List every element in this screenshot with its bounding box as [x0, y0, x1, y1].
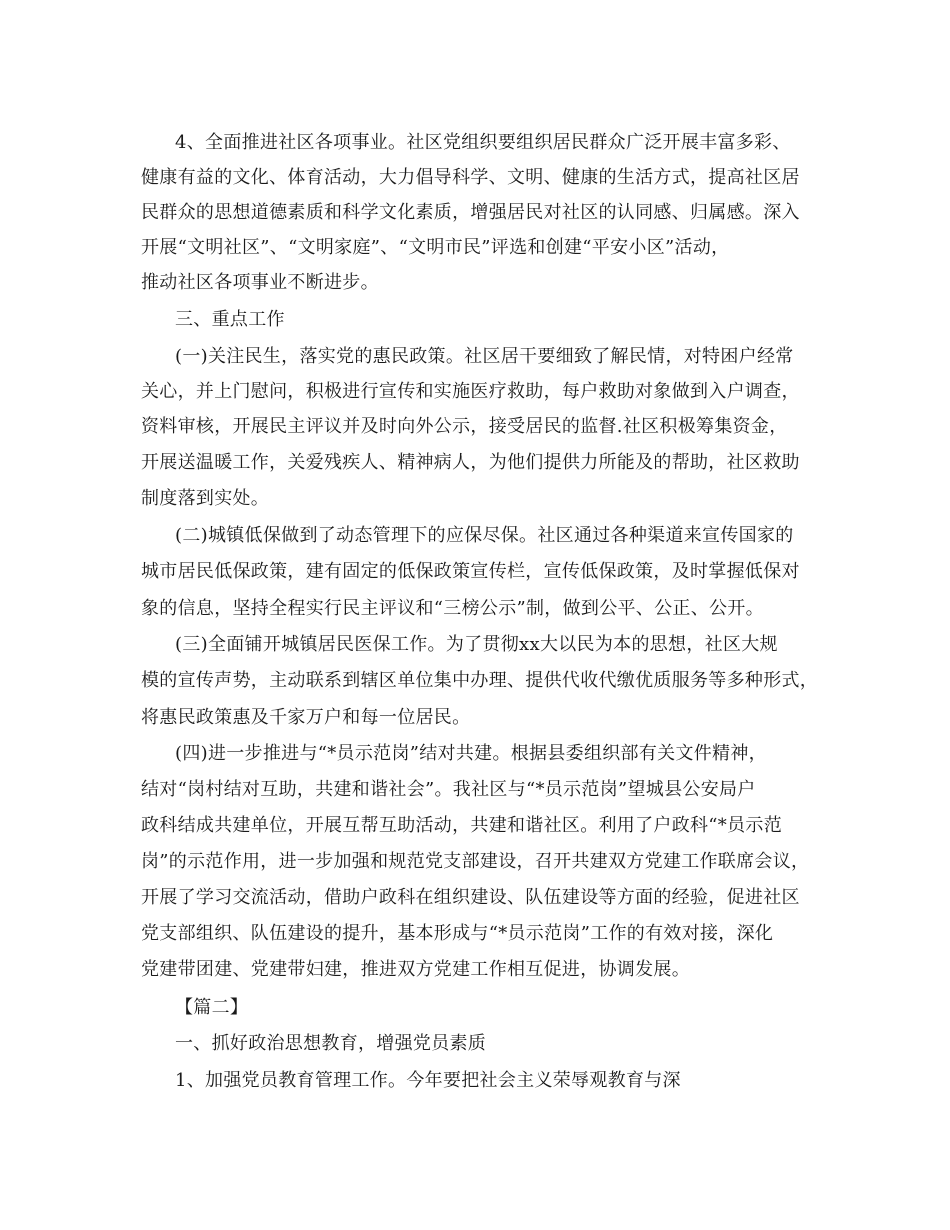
paragraph-2-line-2: 城市居民低保政策，建有固定的低保政策宣传栏，宣传低保政策，及时掌握低保对: [141, 561, 800, 582]
paragraph-4-line-2: 健康有益的文化、体育活动，大力倡导科学、文明、健康的生活方式，提高社区居: [141, 167, 800, 188]
paragraph-1-line-1: (一)关注民生，落实党的惠民政策。社区居干要细致了解民情，对特困户经常: [175, 346, 794, 367]
paragraph-1-line-2: 关心，并上门慰问，积极进行宣传和实施医疗救助，每户救助对象做到入户调查，: [141, 381, 800, 402]
paragraph-4b-line-3: 政科结成共建单位，开展互帮互助活动，共建和谐社区。利用了户政科“*员示范: [141, 815, 782, 836]
paragraph-2-line-1: (二)城镇低保做到了动态管理下的应保尽保。社区通过各种渠道来宣传国家的: [175, 525, 794, 546]
paragraph-3-line-1: (三)全面铺开城镇居民医保工作。为了贯彻xx大以民为本的思想，社区大规: [175, 634, 778, 655]
section-heading-key-work: 三、重点工作: [175, 309, 285, 330]
paragraph-4b-line-1: (四)进一步推进与“*员示范岗”结对共建。根据县委组织部有关文件精神，: [175, 743, 767, 764]
paragraph-4-line-5: 推动社区各项事业不断进步。: [141, 272, 379, 293]
paragraph-3-line-3: 将惠民政策惠及千家万户和每一位居民。: [141, 707, 471, 728]
paragraph-4b-line-7: 党建带团建、党建带妇建，推进双方党建工作相互促进，协调发展。: [141, 959, 690, 980]
paragraph-3-line-2: 模的宣传声势，主动联系到辖区单位集中办理、提供代收代缴优质服务等多种形式，: [141, 670, 819, 691]
paragraph-4b-line-5: 开展了学习交流活动，借助户政科在组织建设、队伍建设等方面的经验，促进社区: [141, 887, 800, 908]
paragraph-4b-line-4: 岗”的示范作用，进一步加强和规范党支部建设，召开共建双方党建工作联席会议，: [141, 851, 810, 872]
paragraph-4-line-3: 民群众的思想道德素质和科学文化素质，增强居民对社区的认同感、归属感。深入: [141, 202, 800, 223]
paragraph-1-line-5: 制度落到实处。: [141, 488, 270, 509]
paragraph-4-line-1: 4、全面推进社区各项事业。社区党组织要组织居民群众广泛开展丰富多彩、: [175, 132, 791, 153]
part-two-heading: 【篇二】: [175, 997, 249, 1018]
paragraph-4-line-4: 开展“文明社区”、“文明家庭”、“文明市民”评选和创建“平安小区”活动，: [141, 237, 730, 258]
section-heading-political-education: 一、抓好政治思想教育，增强党员素质: [175, 1033, 487, 1054]
paragraph-party-education-line-1: 1、加强党员教育管理工作。今年要把社会主义荣辱观教育与深: [175, 1070, 681, 1091]
paragraph-1-line-3: 资料审核，开展民主评议并及时向外公示，接受居民的监督.社区积极筹集资金，: [141, 416, 788, 437]
paragraph-1-line-4: 开展送温暖工作，关爱残疾人、精神病人，为他们提供力所能及的帮助，社区救助: [141, 452, 800, 473]
paragraph-2-line-3: 象的信息，坚持全程实行民主评议和“三榜公示”制，做到公平、公正、公开。: [141, 598, 764, 619]
paragraph-4b-line-6: 党支部组织、队伍建设的提升，基本形成与“*员示范岗”工作的有效对接，深化: [141, 923, 774, 944]
paragraph-4b-line-2: 结对“岗村结对互助，共建和谐社会”。我社区与“*员示范岗”望城县公安局户: [141, 779, 756, 800]
